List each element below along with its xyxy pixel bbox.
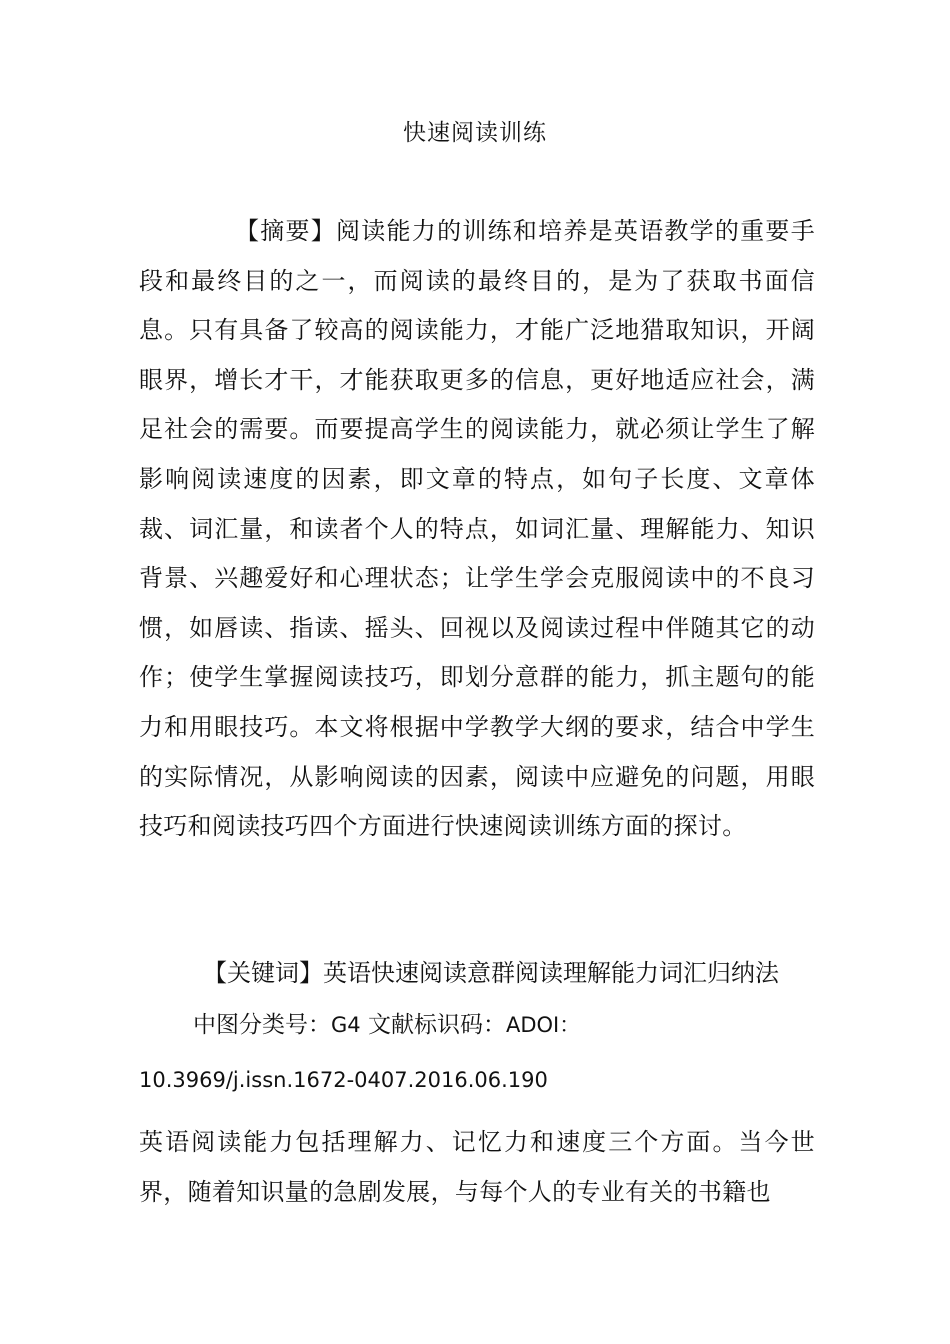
clc-code: G4 bbox=[331, 1013, 361, 1037]
doc-code-label: 文献标识码： bbox=[367, 1012, 506, 1038]
abstract-paragraph: 【摘要】阅读能力的训练和培养是英语教学的重要手段和最终目的之一，而阅读的最终目的，是为了获取书面信息。只有具备了较高的阅读能力，才能广泛地猎取知识，开阔眼界，增长才干，才能获取更多的信息，更好地适应社会，满足社会的需要。而要提高学生的阅读能力，就必须让学生了解影响阅读速度的因素，即文章的特点，如句子长度、文章体裁、词汇量，和读者个人的特点，如词汇量、理解能力、知识背景、兴趣爱好和心理状态；让学生学会克服阅读中的不良习惯，如唇读、指读、摇头、回视以及阅读过程中伴随其它的动作；使学生掌握阅读技巧，即划分意群的能力，抓主题句的能力和用眼技巧。本文将根据中学教学大纲的要求，结合中学生的实际情况，从影响阅读的因素，阅读中应避免的问题，用眼技巧和阅读技巧四个方面进行快速阅读训练方面的探讨。 bbox=[139, 217, 815, 841]
keywords-line: 【关键词】英语快速阅读意群阅读理解能力词汇归纳法 bbox=[203, 959, 779, 987]
clc-label: 中图分类号： bbox=[193, 1012, 331, 1038]
body-paragraph: 英语阅读能力包括理解力、记忆力和速度三个方面。当今世界，随着知识量的急剧发展，与每个人的专业有关的书籍也 bbox=[139, 1128, 815, 1206]
classification-line bbox=[193, 1003, 833, 1047]
document-title: 快速阅读训练 bbox=[403, 120, 547, 146]
doi-line: 10.3969/j.issn.1672-0407.2016.06.190 bbox=[139, 1068, 548, 1092]
doc-code: ADOI： bbox=[505, 1013, 581, 1037]
